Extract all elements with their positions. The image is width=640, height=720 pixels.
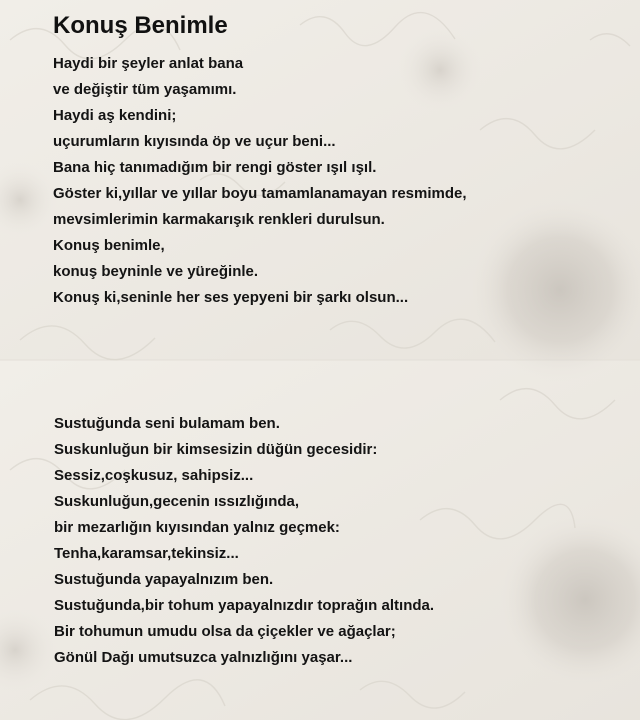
poem-line: bir mezarlığın kıyısından yalnız geçmek: [54,519,340,536]
poem-line: ve değiştir tüm yaşamımı. [53,81,237,98]
poem-line: Sustuğunda seni bulamam ben. [54,415,280,432]
poem-line: Göster ki,yıllar ve yıllar boyu tamamlanamayan resmimde, [53,185,467,202]
poem-line: Gönül Dağı umutsuzca yalnızlığını yaşar... [54,649,353,666]
poem-line: konuş beyninle ve yüreğinle. [53,263,259,280]
poem-title: Konuş Benimle [53,12,228,39]
poem-line: Sustuğunda,bir tohum yapayalnızdır toprağın altında. [54,597,435,614]
poem-line: Sustuğunda yapayalnızım ben. [54,571,274,588]
poem-line: Konuş benimle, [53,237,165,254]
poem-line: Tenha,karamsar,tekinsiz... [54,545,239,562]
poem-line: Bir tohumun umudu olsa da çiçekler ve ağaçlar; [54,623,396,640]
poem-line: Haydi aş kendini; [53,107,177,124]
poem-line: mevsimlerimin karmakarışık renkleri durulsun. [53,211,385,228]
poem-line: Konuş ki,seninle her ses yepyeni bir şarkı olsun... [53,289,409,306]
poem-line: Suskunluğun bir kimsesizin düğün gecesidir: [54,441,378,458]
poem-line: Sessiz,coşkusuz, sahipsiz... [54,467,254,484]
poem-line: Haydi bir şeyler anlat bana [53,55,244,72]
poem-line: Suskunluğun,gecenin ıssızlığında, [54,493,300,510]
poem-stanza [54,411,434,671]
poem-line: Bana hiç tanımadığım bir rengi göster ışıl ışıl. [53,159,377,176]
poem-stanza [53,51,467,311]
poem-line: uçurumların kıyısında öp ve uçur beni... [53,133,336,150]
